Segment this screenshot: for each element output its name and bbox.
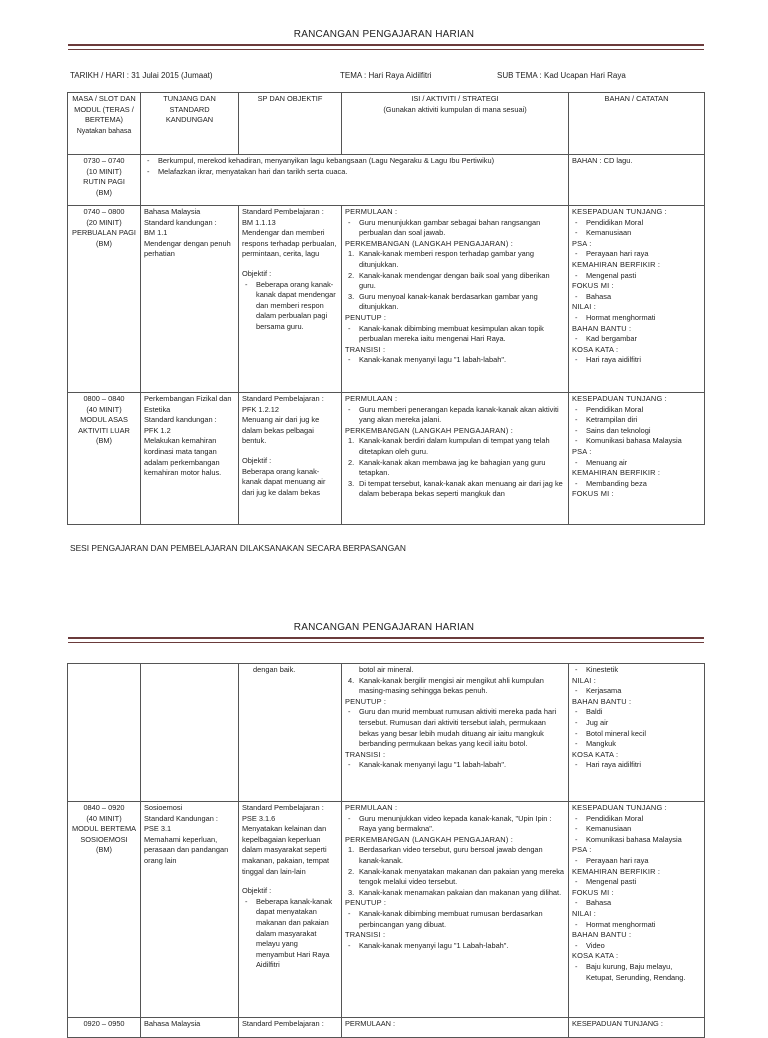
sp-cell: Standard Pembelajaran : PFK 1.2.12 Menuang air dari jug ke dalam bekas pelbagai bentuk. Objektif : Beberapa orang kanak-kanak dapat menuang air dari jug ke dalam bekas	[239, 393, 342, 525]
table-row	[68, 1018, 705, 1038]
bahan-cell: BAHAN : CD lagu.	[569, 155, 705, 206]
meta-tema: TEMA : Hari Raya Aidilfitri	[340, 71, 432, 80]
time-cell: 0800 – 0840 (40 MINIT) MODUL ASAS AKTIVITI LUAR (BM)	[68, 393, 141, 525]
meta-subtema: SUB TEMA : Kad Ucapan Hari Raya	[497, 71, 626, 80]
page-title-2: RANCANGAN PENGAJARAN HARIAN	[293, 622, 475, 633]
bahan-cell: KESEPADUAN TUNJANG : - Pendidikan Moral - Ketrampilan diri - Sains dan teknologi - Komunikasi bahasa Malaysia PSA : - Menuang air KEMAHIRAN BERFIKIR : - Membanding beza FOKUS MI :	[569, 393, 705, 525]
bahan-cell: KESEPADUAN TUNJANG :	[569, 1018, 705, 1038]
sp-cell: Standard Pembelajaran :	[239, 1018, 342, 1038]
table-header-row	[68, 93, 705, 155]
time-cell	[68, 664, 141, 802]
header-rule	[68, 44, 704, 50]
bahan-cell: KESEPADUAN TUNJANG : - Pendidikan Moral - Kemanusiaan PSA : - Perayaan hari raya KEMAHIRAN BERFIKIR : - Mengenal pasti FOKUS MI : - Bahasa NILAI : - Hormat menghormati BAHAN BANTU : - Kad bergambar KOSA KATA : - Hari raya aidilfitri	[569, 206, 705, 393]
lesson-table-2	[67, 663, 705, 1038]
bahan-cell: - Kinestetik NILAI : - Kerjasama BAHAN BANTU : - Baldi - Jug air - Botol mineral kecil - Mangkuk KOSA KATA : - Hari raya aidilfitri	[569, 664, 705, 802]
time-cell: 0740 – 0800 (20 MINIT) PERBUALAN PAGI (BM)	[68, 206, 141, 393]
page-title: RANCANGAN PENGAJARAN HARIAN	[293, 29, 475, 40]
col-header-isi: ISI / AKTIVITI / STRATEGI (Gunakan aktiviti kumpulan di mana sesuai)	[342, 93, 569, 155]
activity-cell: - Berkumpul, merekod kehadiran, menyanyikan lagu kebangsaan (Lagu Negaraku & Lagu Ibu Pertiwiku) - Melafazkan ikrar, menyatakan hari dan tarikh serta cuaca.	[141, 155, 569, 206]
col-header-masa: MASA / SLOT DAN MODUL (TERAS / BERTEMA) Nyatakan bahasa	[68, 93, 141, 155]
time-cell: 0730 – 0740 (10 MINIT) RUTIN PAGI (BM)	[68, 155, 141, 206]
col-header-tunjang: TUNJANG DAN STANDARD KANDUNGAN	[141, 93, 239, 155]
sp-cell: dengan baik.	[239, 664, 342, 802]
col-header-sp: SP DAN OBJEKTIF	[239, 93, 342, 155]
lesson-table-1	[67, 92, 705, 525]
table-row	[68, 155, 705, 206]
table-row	[68, 206, 705, 393]
bahan-cell: KESEPADUAN TUNJANG : - Pendidikan Moral - Kemanusiaan - Komunikasi bahasa Malaysia PSA : - Perayaan hari raya KEMAHIRAN BERFIKIR : - Mengenal pasti FOKUS MI : - Bahasa NILAI : - Hormat menghormati BAHAN BANTU : - Video KOSA KATA : - Baju kurung, Baju melayu, Ketupat, Serunding, Rendang.	[569, 802, 705, 1018]
tunjang-cell	[141, 664, 239, 802]
activity-cell: PERMULAAN : - Guru menunjukkan video kepada kanak-kanak, "Upin Ipin : Raya yang bermakna". PERKEMBANGAN (LANGKAH PENGAJARAN) : 1. Berdasarkan video tersebut, guru bersoal jawab dengan kanak-kanak. 2. Kanak-kanak menyatakan makanan dan pakaian yang mereka tengok melalui video tersebut. 3. Kanak-kanak menamakan pakaian dan makanan yang dilihat. PENUTUP : - Kanak-kanak dibimbing membuat rumusan berdasarkan perbincangan yang dibuat. TRANSISI : - Kanak-kanak menyanyi lagu "1 Labah-labah".	[342, 802, 569, 1018]
sp-cell: Standard Pembelajaran : BM 1.1.13 Mendengar dan memberi respons terhadap perbualan, permintaan, cerita, lagu Objektif : - Beberapa orang kanak-kanak dapat mendengar dan memberi respon dalam perbualan pagi bersama guru.	[239, 206, 342, 393]
tunjang-cell: Bahasa Malaysia Standard kandungan : BM 1.1 Mendengar dengan penuh perhatian	[141, 206, 239, 393]
tunjang-cell: Bahasa Malaysia	[141, 1018, 239, 1038]
time-cell: 0920 – 0950	[68, 1018, 141, 1038]
meta-date: TARIKH / HARI : 31 Julai 2015 (Jumaat)	[70, 71, 213, 80]
page-footer-note: SESI PENGAJARAN DAN PEMBELAJARAN DILAKSANAKAN SECARA BERPASANGAN	[70, 543, 406, 553]
table-row	[68, 802, 705, 1018]
activity-cell: PERMULAAN : - Guru menunjukkan gambar sebagai bahan rangsangan perbualan dan soal jawab. PERKEMBANGAN (LANGKAH PENGAJARAN) : 1. Kanak-kanak memberi respon terhadap gambar yang ditunjukkan. 2. Kanak-kanak mendengar dengan baik soal yang diberikan guru. 3. Guru menyoal kanak-kanak berdasarkan gambar yang ditunjukkan. PENUTUP : - Kanak-kanak dibimbing membuat kesimpulan akan topik perbualan mereka iaitu mengenai Hari Raya. TRANSISI : - Kanak-kanak menyanyi lagu "1 labah-labah".	[342, 206, 569, 393]
activity-cell: PERMULAAN :	[342, 1018, 569, 1038]
activity-cell: botol air mineral. 4. Kanak-kanak bergilir mengisi air mengikut ahli kumpulan masing-masing sehingga bekas penuh. PENUTUP : - Guru dan murid membuat rumusan aktiviti mereka pada hari tersebut. Rumusan dari aktiviti tersebut ialah, permukaan bekas yang besar lebih mudah dituang air iaitu mangkuk berbanding permukaan bekas yang kecil iaitu botol. TRANSISI : - Kanak-kanak menyanyi lagu "1 labah-labah".	[342, 664, 569, 802]
time-cell: 0840 – 0920 (40 MINIT) MODUL BERTEMA SOSIOEMOSI (BM)	[68, 802, 141, 1018]
activity-cell: PERMULAAN : - Guru memberi penerangan kepada kanak-kanak akan aktiviti yang akan mereka jalani. PERKEMBANGAN (LANGKAH PENGAJARAN) : 1. Kanak-kanak berdiri dalam kumpulan di tempat yang telah ditetapkan oleh guru. 2. Kanak-kanak akan membawa jag ke bahagian yang guru tetapkan. 3. Di tempat tersebut, kanak-kanak akan menuang air dari jag ke dalam beberapa bekas seperti mangkuk dan	[342, 393, 569, 525]
tunjang-cell: Sosioemosi Standard Kandungan : PSE 3.1 Memahami keperluan, perasaan dan pandangan orang lain	[141, 802, 239, 1018]
tunjang-cell: Perkembangan Fizikal dan Estetika Standard kandungan : PFK 1.2 Melakukan kemahiran kordinasi mata tangan adalam perkembangan kemahiran motor halus.	[141, 393, 239, 525]
col-header-bahan: BAHAN / CATATAN	[569, 93, 705, 155]
sp-cell: Standard Pembelajaran : PSE 3.1.6 Menyatakan kelainan dan kepelbagaian keperluan dalam masyarakat seperti makanan, pakaian, tempat tinggal dan lain-lain Objektif : - Beberapa kanak-kanak dapat menyatakan makanan dan pakaian dalam masyarakat melayu yang menyambut Hari Raya Aidilfitri	[239, 802, 342, 1018]
table-row	[68, 664, 705, 802]
header-rule-2	[68, 637, 704, 643]
table-row	[68, 393, 705, 525]
